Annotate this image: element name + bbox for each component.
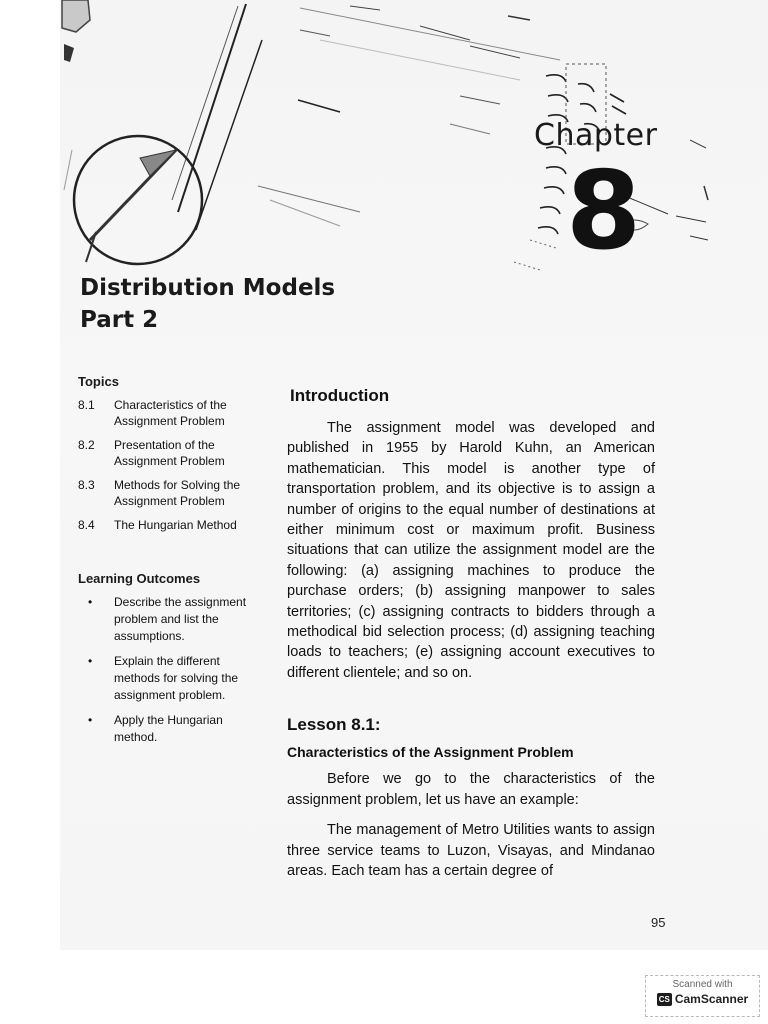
scanned-with-label: Scanned with xyxy=(672,979,733,990)
title-line-2: Part 2 xyxy=(80,307,159,333)
outcome-item xyxy=(78,712,268,746)
main-content xyxy=(287,386,655,891)
page-title xyxy=(80,272,335,336)
camscanner-logo-icon: CS xyxy=(658,994,670,1004)
topic-number: 8.3 xyxy=(78,478,95,492)
topic-number: 8.2 xyxy=(78,438,95,452)
lesson-paragraph-1: Before we go to the characteristics of the assignment problem, let us have an example: xyxy=(287,771,655,808)
page-number: 95 xyxy=(651,915,666,930)
bullet: • xyxy=(88,713,93,727)
chapter-label: Chapter xyxy=(534,118,658,153)
topics-heading: Topics xyxy=(78,374,119,389)
topic-text: Characteristics of the Assignment Problem xyxy=(114,398,227,428)
bullet: • xyxy=(88,654,93,668)
outcome-item xyxy=(78,653,268,704)
topic-item xyxy=(78,477,268,509)
lesson-subheading: Characteristics of the Assignment Problem xyxy=(287,744,574,761)
title-line-1: Distribution Models xyxy=(80,275,336,301)
topic-number: 8.4 xyxy=(78,518,95,532)
lesson-heading: Lesson 8.1: xyxy=(287,715,381,735)
outcome-text: Apply the Hungarian method. xyxy=(114,713,223,744)
learning-outcomes-heading: Learning Outcomes xyxy=(78,571,201,586)
topic-number: 8.1 xyxy=(78,398,95,412)
topic-text: The Hungarian Method xyxy=(114,518,237,532)
lesson-paragraph-2: The management of Metro Utilities wants to assign three service teams to Luzon, Visayas, and Mindanao areas. Each team has a certain degree of xyxy=(287,822,655,879)
topic-item xyxy=(78,517,268,533)
camscanner-brand: CamScanner xyxy=(674,992,749,1006)
sidebar xyxy=(78,374,268,754)
outcome-text: Describe the assignment problem and list the assumptions. xyxy=(114,595,247,643)
chapter-number: 8 xyxy=(566,149,642,274)
topic-text: Methods for Solving the Assignment Problem xyxy=(114,478,241,508)
topic-text: Presentation of the Assignment Problem xyxy=(114,438,225,468)
introduction-paragraph: The assignment model was developed and published in 1955 by Harold Kuhn, an American mathematician. This model is another type of transportation problem, and its objective is to assign a number of origins to the equal number of destinations at either minimum cost or maximum profit. Business situations that can utilize the assignment model are the following: (a) assigning machines to produce the purchase orders; (b) assigning manpower to sales territories; (c) assigning contracts to bidders through a methodical bid selection process; (d) assigning teaching loads to teachers; (e) assigning account executives to different clientele; and so on. xyxy=(287,420,655,681)
topic-item xyxy=(78,397,268,429)
bullet: • xyxy=(88,595,93,609)
introduction-heading: Introduction xyxy=(290,386,390,405)
outcome-text: Explain the different methods for solving the assignment problem. xyxy=(114,654,239,702)
topic-item xyxy=(78,437,268,469)
camscanner-watermark xyxy=(645,975,760,1017)
outcome-item xyxy=(78,594,268,645)
